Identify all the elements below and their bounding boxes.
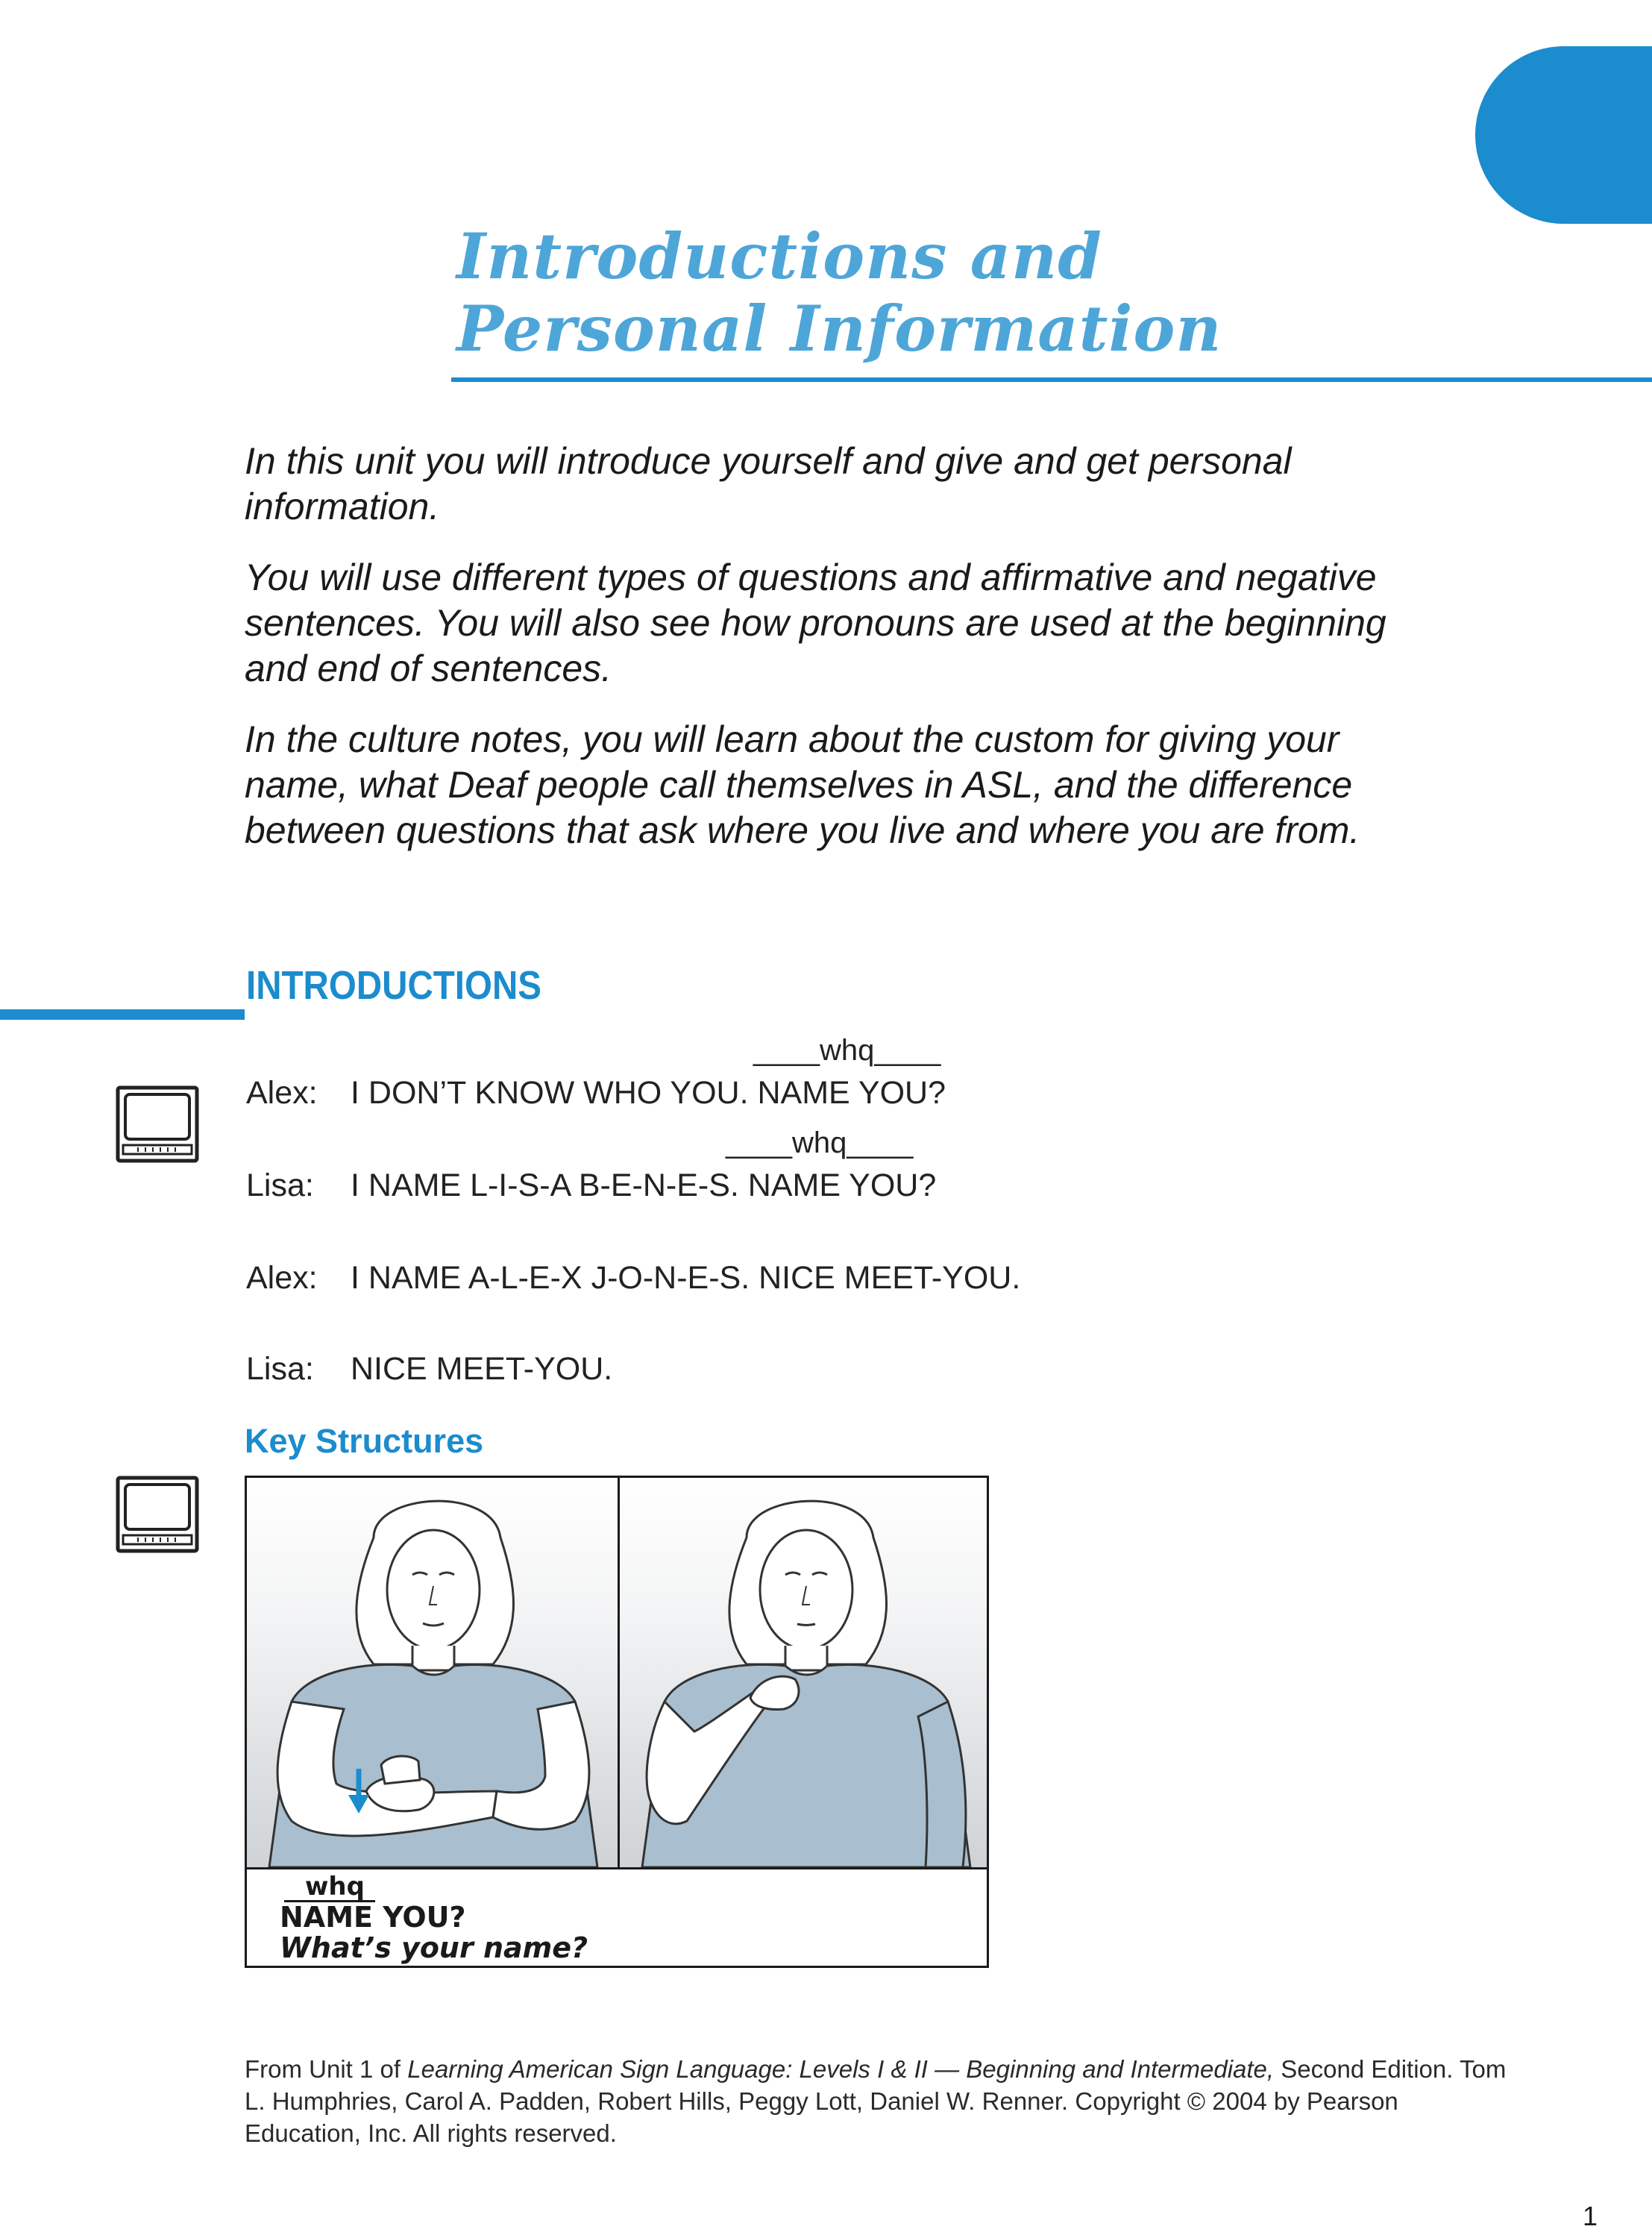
chapter-tab-marker	[1475, 46, 1652, 224]
section-heading: INTRODUCTIONS	[246, 963, 541, 1008]
credit-book-title: Learning American Sign Language: Levels I & II — Beginning and Intermediate,	[407, 2055, 1275, 2083]
dialogue-gloss: I DON’T KNOW WHO YOU. NAME YOU?	[351, 1075, 946, 1111]
title-underline	[451, 377, 1652, 382]
caption-translation: What’s your name?	[280, 1931, 588, 1964]
unit-title	[456, 220, 1222, 365]
unit-introduction	[245, 439, 1453, 879]
dialogue-line	[246, 1259, 1020, 1297]
source-credit	[245, 2053, 1513, 2149]
page-number: 1	[1583, 2201, 1598, 2231]
credit-suffix: Second Edition. Tom L. Humphries, Carol A. Padden, Robert Hills, Peggy Lott, Daniel W. Renner. Copyright © 2004 by Pearson Education, Inc. All rights reserved.	[245, 2055, 1507, 2147]
caption-whq-marker: whq	[284, 1873, 375, 1902]
dialogue-line	[246, 1167, 936, 1204]
tv-icon[interactable]	[116, 1085, 199, 1163]
caption-gloss: NAME YOU?	[280, 1901, 466, 1934]
speaker-label: Lisa:	[246, 1167, 314, 1203]
dialogue-gloss: I NAME L-I-S-A B-E-N-E-S. NAME YOU?	[351, 1167, 937, 1203]
unit-title-line-2: Personal Information	[456, 292, 1222, 366]
key-structure-illustration	[245, 1476, 989, 1968]
speaker-label: Alex:	[246, 1075, 318, 1111]
whq-marker: ____whq____	[753, 1034, 941, 1067]
section-rule	[0, 1009, 245, 1020]
illustration-divider	[247, 1867, 987, 1869]
dialogue-gloss: NICE MEET-YOU.	[351, 1351, 613, 1387]
intro-paragraph: You will use different types of questions and affirmative and negative sentences. You will also see how pronouns are used at the beginning and end of sentences.	[245, 557, 1386, 689]
dialogue-line	[246, 1074, 946, 1112]
intro-paragraph: In the culture notes, you will learn about the custom for giving your name, what Deaf people call themselves in ASL, and the difference between questions that ask where you live and where you are from.	[245, 718, 1360, 851]
sign-illustration-you	[620, 1478, 987, 1867]
key-structures-heading: Key Structures	[245, 1422, 484, 1460]
intro-paragraph: In this unit you will introduce yourself and give and get personal information.	[245, 440, 1292, 527]
dialogue-gloss: I NAME A-L-E-X J-O-N-E-S. NICE MEET-YOU.	[351, 1260, 1021, 1296]
speaker-label: Alex:	[246, 1260, 318, 1296]
sign-illustration-name	[247, 1478, 620, 1867]
unit-title-line-1: Introductions and	[456, 219, 1102, 293]
whq-marker: ____whq____	[726, 1126, 914, 1159]
credit-prefix: From Unit 1 of	[245, 2055, 408, 2083]
tv-icon[interactable]	[116, 1476, 199, 1553]
dialogue-line	[246, 1350, 612, 1388]
illustration-caption	[280, 1873, 588, 1963]
speaker-label: Lisa:	[246, 1351, 314, 1387]
